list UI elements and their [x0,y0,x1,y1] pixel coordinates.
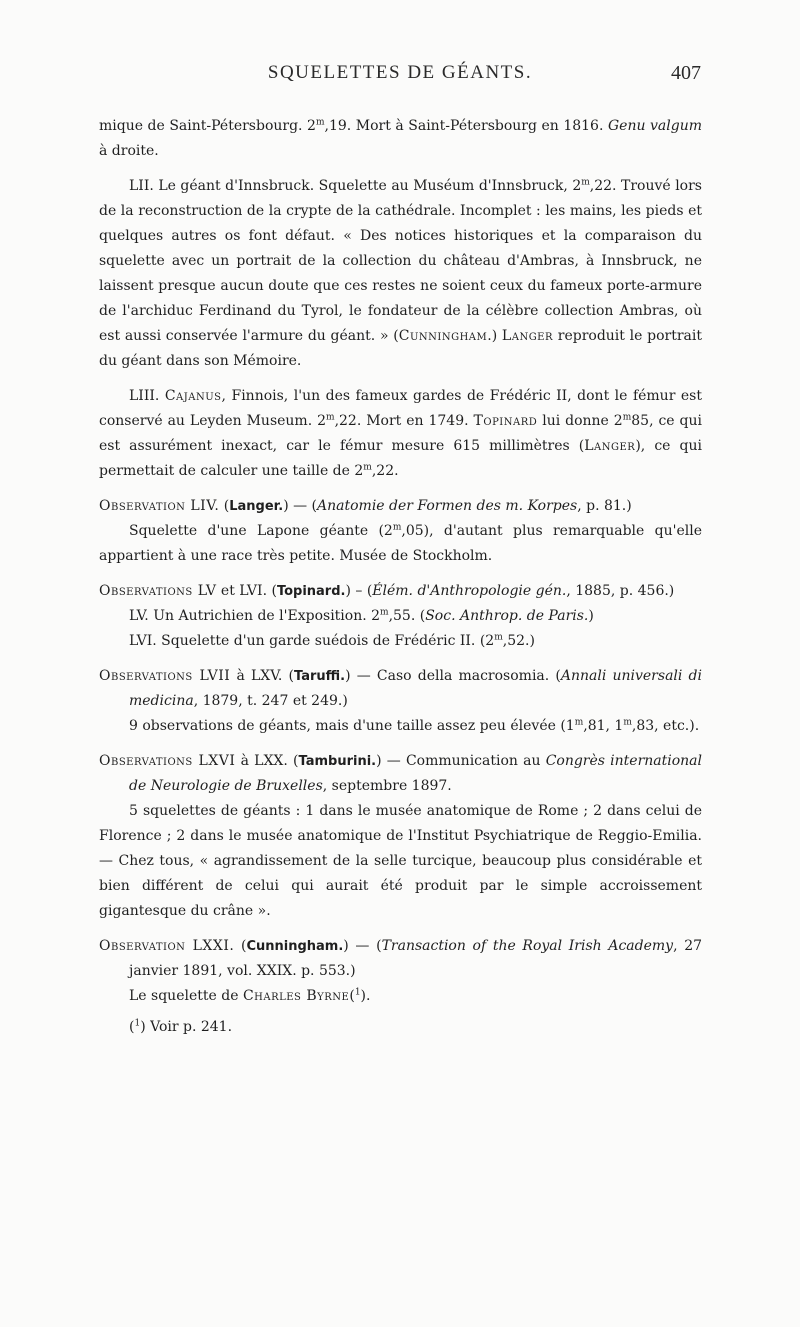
paragraph-five-skeletons: 5 squelettes de géants : 1 dans le musée anatomique de Rome ; 2 dans celui de Florence ; 2 dans le musée anatomique de l'Institut Psychiatrique de Reggio-Emilia. — Chez tous, « agrandissement de la selle turcique, beaucoup plus considérable et bien différent de celui qui aurait été produit par le simple accroissement gigantesque du crâne ». [99,803,702,919]
running-head [0,62,800,98]
paragraph-continuation: mique de Saint-Pétersbourg. 2$^m$,19. Mort à Saint-Pétersbourg en 1816. Genu valgum à droite. [99,117,702,159]
observation-lxvi-heading: Observations LXVI à LXX. (Tamburini.) — Communication au Congrès international de Neurologie de Bruxelles, septembre 1897. [99,753,703,794]
observation-lxxi-heading: Observation LXXI. (Cunningham.) — (Transaction of the Royal Irish Academy, 27 janvier 1891, vol. XXIX. p. 553.) [99,938,703,979]
observation-liv-body: Squelette d'une Lapone géante (2$^m$,05), d'autant plus remarquable qu'elle appartient à une race très petite. Musée de Stockholm. [99,522,702,564]
body-text [99,114,702,1040]
page-number: 407 [671,62,701,84]
observation-liv-heading: Observation LIV. (Langer.) — (Anatomie der Formen des m. Korpes, p. 81.) [99,498,632,514]
footnote-mark: 1 [134,1018,141,1029]
paragraph-lvi: LVI. Squelette d'un garde suédois de Frédéric II. (2$^m$,52.) [129,632,535,649]
observation-lv-heading: Observations LV et LVI. (Topinard.) – (Élém. d'Anthropologie gén., 1885, p. 456.) [99,583,675,599]
paragraph-lii: LII. Le géant d'Innsbruck. Squelette au Muséum d'Innsbruck, 2$^m$,22. Trouvé lors de la reconstruction de la crypte de la cathédrale. Incomplet : les mains, les pieds et quelques autres os font défaut. « Des notices historiques et la comparaison du squelette avec un portrait de la collection du château d'Ambras, à Innsbruck, ne laissent presque aucun doute que ces restes ne soient ceux du fameux porte-armure de l'archiduc Ferdinand du Tyrol, le fondateur de la célèbre collection Ambras, où est aussi conservée l'armure du géant. » (Cunningham.) Langer reproduit le portrait du géant dans son Mémoire. [99,177,702,369]
paragraph-lv: LV. Un Autrichien de l'Exposition. 2$^m$,55. (Soc. Anthrop. de Paris.) [129,607,594,624]
paragraph-nine-observations: 9 observations de géants, mais d'une taille assez peu élevée (1$^m$,81, 1$^m$,83, etc.). [129,717,700,734]
footnote: ($^1$) Voir p. 241. [129,1018,233,1035]
paragraph-liii: LIII. Cajanus, Finnois, l'un des fameux gardes de Frédéric II, dont le fémur est conservé au Leyden Museum. 2$^m$,22. Mort en 1749. Topinard lui donne 2$^m$85, ce qui est assurément inexact, car le fémur mesure 615 millimètres (Langer), ce qui permettait de calculer une taille de 2$^m$,22. [99,388,702,479]
running-title: SQUELETTES DE GÉANTS. [267,62,533,83]
paragraph-charles-byrne: Le squelette de Charles Byrne($^1$). [129,987,371,1004]
observation-lvii-heading: Observations LVII à LXV. (Taruffi.) — Caso della macrosomia. (Annali universali di medicina, 1879, t. 247 et 249.) [99,668,702,709]
